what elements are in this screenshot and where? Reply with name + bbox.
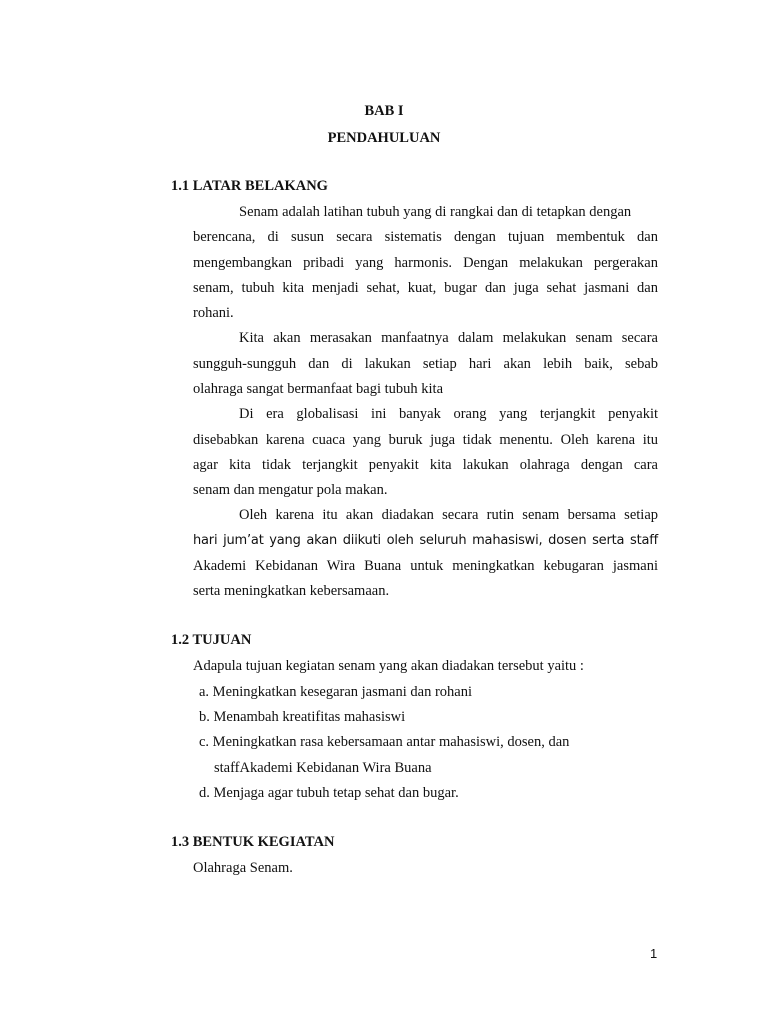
page-number: 1 <box>650 946 658 961</box>
paragraph-line: Olahraga Senam. <box>193 860 293 876</box>
paragraph-line: serta meningkatkan kebersamaan. <box>193 583 390 599</box>
list-item: b. Menambah kreatifitas mahasiswi <box>199 709 406 725</box>
paragraph-line: rohani. <box>193 305 234 321</box>
paragraph-line: Kita akan merasakan manfaatnya dalam melakukan senam secara <box>239 330 658 346</box>
chapter-title: PENDAHULUAN <box>327 130 441 146</box>
paragraph-line: senam, tubuh kita menjadi sehat, kuat, bugar dan juga sehat jasmani dan <box>193 280 658 296</box>
paragraph-line: berencana, di susun secara sistematis dengan tujuan membentuk dan <box>193 229 658 245</box>
list-item: a. Meningkatkan kesegaran jasmani dan rohani <box>199 684 472 700</box>
paragraph-line: mengembangkan pribadi yang harmonis. Dengan melakukan pergerakan <box>193 255 658 271</box>
paragraph-line: sungguh-sungguh dan di lakukan setiap hari akan lebih baik, sebab <box>193 356 658 372</box>
paragraph-line: hari jum’at yang akan diikuti oleh seluruh mahasiswi, dosen serta staff <box>193 533 658 548</box>
paragraph-line: senam dan mengatur pola makan. <box>193 482 388 498</box>
paragraph-line: disebabkan karena cuaca yang buruk juga tidak menentu. Oleh karena itu <box>193 432 658 448</box>
section-heading-bentuk-kegiatan: 1.3 BENTUK KEGIATAN <box>171 834 335 850</box>
paragraph-line: Akademi Kebidanan Wira Buana untuk meningkatkan kebugaran jasmani <box>193 558 658 574</box>
section-heading-latar-belakang: 1.1 LATAR BELAKANG <box>171 178 328 194</box>
paragraph-line: olahraga sangat bermanfaat bagi tubuh kita <box>193 381 444 397</box>
paragraph-line: Senam adalah latihan tubuh yang di rangkai dan di tetapkan dengan <box>239 204 632 220</box>
paragraph-line: Oleh karena itu akan diadakan secara rutin senam bersama setiap <box>239 507 658 523</box>
paragraph-line: Adapula tujuan kegiatan senam yang akan diadakan tersebut yaitu : <box>193 658 584 674</box>
paragraph-line: agar kita tidak terjangkit penyakit kita lakukan olahraga dengan cara <box>193 457 658 473</box>
list-item: c. Meningkatkan rasa kebersamaan antar mahasiswi, dosen, dan <box>199 734 570 750</box>
paragraph-line: Di era globalisasi ini banyak orang yang terjangkit penyakit <box>239 406 658 422</box>
list-item: d. Menjaga agar tubuh tetap sehat dan bugar. <box>199 785 459 801</box>
chapter-label: BAB I <box>364 103 404 119</box>
section-heading-tujuan: 1.2 TUJUAN <box>171 632 252 648</box>
list-item-continuation: staffAkademi Kebidanan Wira Buana <box>214 760 432 776</box>
